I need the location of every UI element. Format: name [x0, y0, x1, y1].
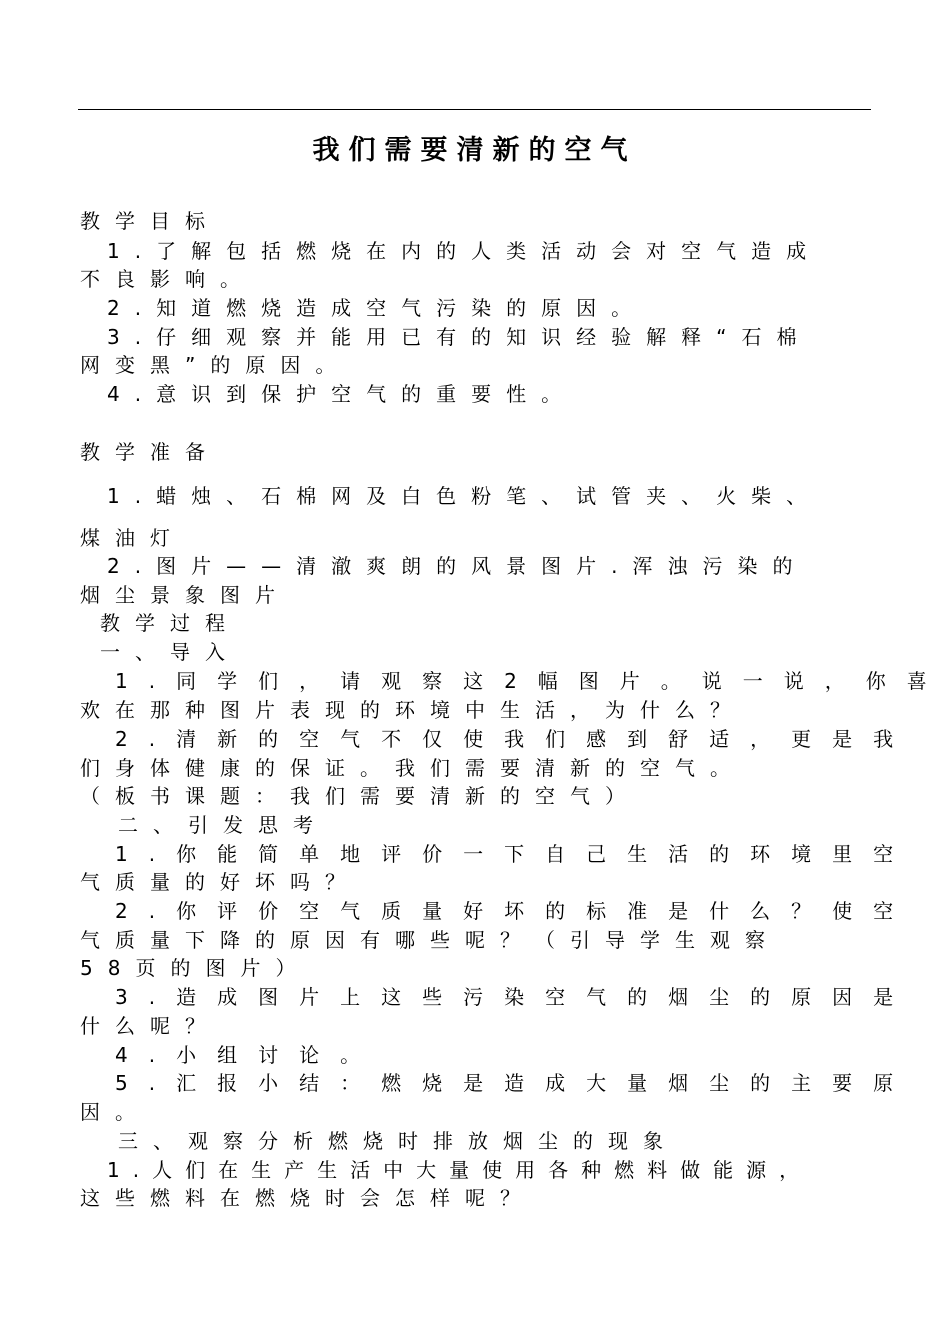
header-rule	[78, 109, 871, 110]
text-line: 2.你评价空气质量好坏的标准是什么？使空	[115, 899, 915, 923]
text-line: 不良影响。	[80, 267, 255, 291]
document-title: 我们需要清新的空气	[312, 135, 637, 166]
text-line: 4.小组讨论。	[115, 1043, 382, 1067]
subsection-heading: 三、观察分析燃烧时排放烟尘的现象	[118, 1129, 678, 1153]
text-line: （板书课题：我们需要清新的空气）	[80, 784, 640, 808]
section-heading: 教学准备	[80, 440, 220, 464]
subsection-heading: 一、导入	[100, 640, 240, 664]
text-line: 1.了解包括燃烧在内的人类活动会对空气造成	[107, 239, 822, 263]
text-line: 欢在那种图片表现的环境中生活，为什么？	[80, 698, 745, 722]
text-line: 3.造成图片上这些污染空气的烟尘的原因是	[115, 985, 915, 1009]
subsection-heading: 二、引发思考	[118, 813, 328, 837]
text-line: 们身体健康的保证。我们需要清新的空气。	[80, 756, 745, 780]
text-line: 2.知道燃烧造成空气污染的原因。	[107, 296, 647, 320]
text-line: 因。	[80, 1100, 150, 1124]
text-line: 1.你能简单地评价一下自己生活的环境里空	[115, 842, 915, 866]
section-heading: 教学过程	[100, 611, 240, 635]
section-heading: 教学目标	[80, 209, 220, 233]
text-line: 网变黑”的原因。	[80, 353, 351, 377]
text-line: 2.清新的空气不仅使我们感到舒适，更是我	[115, 727, 915, 751]
text-line: 1.蜡烛、石棉网及白色粉笔、试管夹、火柴、	[107, 484, 822, 508]
text-line: 3.仔细观察并能用已有的知识经验解释“石棉	[107, 325, 812, 349]
text-line: 烟尘景象图片	[80, 583, 290, 607]
text-line: 气质量的好坏吗？	[80, 870, 360, 894]
text-line: 4.意识到保护空气的重要性。	[107, 382, 577, 406]
text-line: 这些燃料在燃烧时会怎样呢？	[80, 1186, 535, 1210]
text-line: 什么呢？	[80, 1014, 220, 1038]
text-line: 气质量下降的原因有哪些呢？（引导学生观察	[80, 928, 780, 952]
text-line: 1.同学们，请观察这2幅图片。说一说，你喜	[115, 669, 948, 693]
text-line: 58页的图片）	[80, 956, 311, 980]
text-line: 煤油灯	[80, 526, 185, 550]
text-line: 2.图片——清澈爽朗的风景图片.浑浊污染的	[107, 554, 808, 578]
text-line: 1.人们在生产生活中大量使用各种燃料做能源，	[107, 1158, 813, 1182]
text-line: 5.汇报小结：燃烧是造成大量烟尘的主要原	[115, 1071, 915, 1095]
